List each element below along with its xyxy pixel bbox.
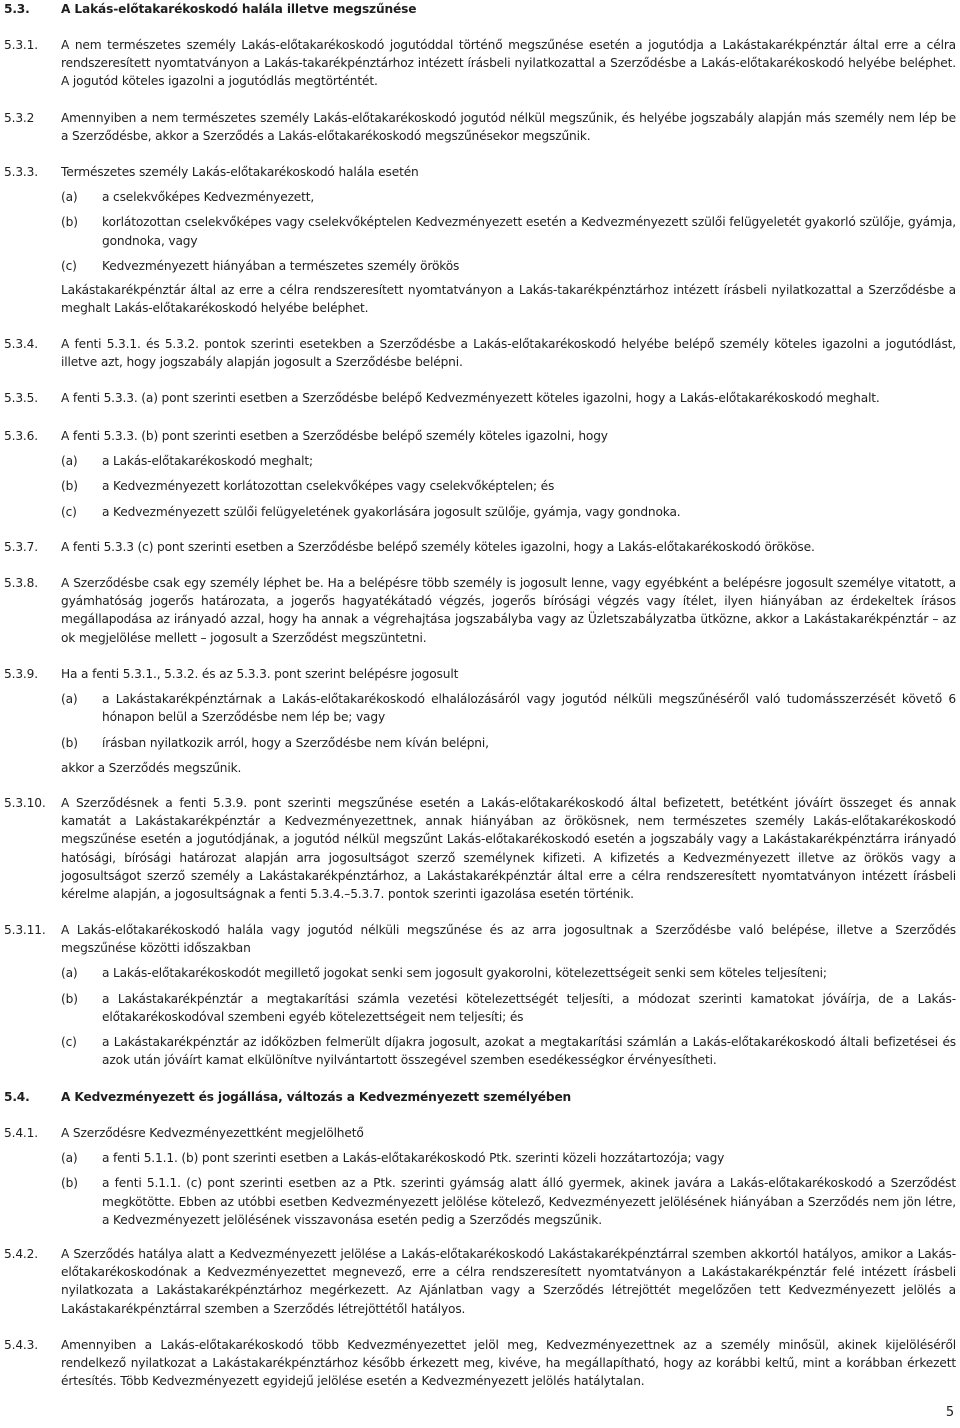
clause-5-3-3 xyxy=(4,163,956,317)
item-text: a fenti 5.1.1. (c) pont szerinti esetben az a Ptk. szerinti gyámság alatt álló gyermek, akinek javára a Lakás-előtakarékoskodó a Szerződést megkötötte. Ebben az utóbbi esetben Kedvezményezett jelölése kötelező, Kedvezményezett jelölésének hiányában a Szerződés nem jön létre, a Kedvezményezett jelölésének visszavonása esetén pedig a Szerződés megszűnik. xyxy=(102,1176,956,1227)
item-text: a Lakástakarékpénztár a megtakarítási számla vezetési kötelezettségét teljesíti, a módozat szerinti kamatokat jóváírja, de a Lakás-előtakarékoskodóval szembeni egyéb kötelezettségeit nem teljesíti; és xyxy=(102,991,956,1024)
section-title: A Lakás-előtakarékoskodó halála illetve megszűnése xyxy=(61,2,417,16)
clause-intro: A Szerződésre Kedvezményezettként megjelölhető xyxy=(61,1126,364,1140)
item-label: (b) xyxy=(61,215,78,230)
clause-number: 5.3.10. xyxy=(4,796,46,810)
clause-number: 5.4.3. xyxy=(4,1338,38,1352)
clause-number: 5.3.9. xyxy=(4,667,38,681)
clause-number: 5.3.11. xyxy=(4,923,46,937)
item-text: a Kedvezményezett szülői felügyeletének gyakorlására jogosult szülője, gyámja, vagy gondnoka. xyxy=(102,504,681,519)
item-label: (c) xyxy=(61,1035,77,1050)
clause-number: 5.3.5. xyxy=(4,391,38,405)
clause-number: 5.3.8. xyxy=(4,576,38,590)
list-item xyxy=(61,477,956,495)
item-label: (a) xyxy=(61,1151,78,1166)
clause-text: Amennyiben a Lakás-előtakarékoskodó több Kedvezményezettet jelöl meg, Kedvezményezettnek az a személy minősül, akinek kijelöléséről rendelkező nyilatkozat a Lakástakarékpénztárhoz később érkezett meg, kivéve, ha megállapítható, hogy az korábbi keltű, mint a korábban érkezett értesítés. Több Kedvezményezett egyidejű jelölése esetén a Kedvezményezett jelölés hatálytalan. xyxy=(61,1338,956,1389)
clause-5-3-5 xyxy=(4,389,956,407)
item-label: (a) xyxy=(61,190,78,205)
item-text: a cselekvőképes Kedvezményezett, xyxy=(102,190,315,205)
page-number: 5 xyxy=(945,1405,954,1420)
section-heading-5-4 xyxy=(4,1088,956,1106)
clause-text: A Szerződés hatálya alatt a Kedvezményezett jelölése a Lakás-előtakarékoskodó Lakástakarékpénztárral szemben akkortól hatályos, amikor a Lakás-előtakarékoskodónak a Kedvezményezettet megnevező, erre a célra rendszeresített nyomtatványon a Lakástakarékpénztár felé intézett írásbeli nyilatkozata a Lakástakarékpénztárhoz megérkezett. Az Ajánlatban vagy a Szerződés létrejöttét megelőzően tett Kedvezményezett jelölés a Lakástakarékpénztárral szemben a Szerződés létrejöttétől hatályos. xyxy=(61,1247,956,1316)
item-label: (a) xyxy=(61,692,78,707)
item-label: (c) xyxy=(61,504,77,519)
clause-5-3-1 xyxy=(4,36,956,91)
clause-number: 5.3.3. xyxy=(4,165,38,179)
clause-intro: A Lakás-előtakarékoskodó halála vagy jogutód nélküli megszűnése és az arra jogosultnak a Szerződésbe való belépése, illetve a Szerződés megszűnése közötti időszakban xyxy=(61,923,956,956)
list-item xyxy=(61,1033,956,1069)
clause-5-3-11 xyxy=(4,921,956,1069)
clause-text: A fenti 5.3.3 (c) pont szerinti esetben a Szerződésbe belépő személy köteles igazolni, hogy a Lakás-előtakarékoskodó örököse. xyxy=(61,540,815,554)
clause-text: A fenti 5.3.1. és 5.3.2. pontok szerinti esetekben a Szerződésbe a Lakás-előtakarékoskodó helyébe belépő személy köteles igazolni a jogutódlást, illetve azt, hogy jogszabály alapján jogosult a Szerződésbe belépni. xyxy=(61,337,956,370)
clause-5-3-10 xyxy=(4,794,956,903)
item-label: (a) xyxy=(61,966,78,981)
list-item xyxy=(61,452,956,470)
clause-number: 5.3.4. xyxy=(4,337,38,351)
item-text: a Lakás-előtakarékoskodót megillető jogokat senki sem jogosult gyakorolni, kötelezettségeit senki sem köteles teljesíteni; xyxy=(102,966,827,981)
list-item xyxy=(61,1174,956,1229)
list-item xyxy=(61,257,956,275)
section-number: 5.3. xyxy=(4,2,30,16)
list-item xyxy=(61,188,956,206)
clause-5-3-6 xyxy=(4,427,956,521)
item-text: a fenti 5.1.1. (b) pont szerinti esetben a Lakás-előtakarékoskodó Ptk. szerinti közeli hozzátartozója; vagy xyxy=(102,1151,725,1166)
item-text: írásban nyilatkozik arról, hogy a Szerződésbe nem kíván belépni, xyxy=(102,735,489,750)
item-text: a Lakástakarékpénztárnak a Lakás-előtakarékoskodó elhalálozásáról vagy jogutód nélküli megszűnéséről való tudomásszerzését követő 6 hónapon belül a Szerződésbe nem lép be; vagy xyxy=(102,692,956,725)
item-label: (b) xyxy=(61,479,78,494)
clause-5-3-7 xyxy=(4,538,956,556)
list-item xyxy=(61,503,956,521)
clause-5-4-2 xyxy=(4,1245,956,1318)
clause-5-3-9 xyxy=(4,665,956,777)
clause-number: 5.3.2 xyxy=(4,111,35,125)
item-text: korlátozottan cselekvőképes vagy cselekvőképtelen Kedvezményezett esetén a Kedvezményezett szülői felügyeletét gyakorló szülője, gyámja, gondnoka, vagy xyxy=(102,215,956,248)
clause-number: 5.3.6. xyxy=(4,429,38,443)
item-label: (a) xyxy=(61,454,78,469)
clause-5-4-3 xyxy=(4,1336,956,1391)
item-label: (c) xyxy=(61,258,77,273)
item-label: (b) xyxy=(61,735,78,750)
clause-text: Amennyiben a nem természetes személy Lakás-előtakarékoskodó jogutód nélkül megszűnik, és helyébe jogszabály alapján más személy nem lép be a Szerződésbe, akkor a Szerződés a Lakás-előtakarékoskodó megszűnésekor megszűnik. xyxy=(61,111,956,144)
list-item xyxy=(61,213,956,249)
list-item xyxy=(61,1149,956,1167)
clause-number: 5.4.2. xyxy=(4,1247,38,1261)
clause-outro: akkor a Szerződés megszűnik. xyxy=(61,760,242,775)
clause-intro: Ha a fenti 5.3.1., 5.3.2. és az 5.3.3. pont szerint belépésre jogosult xyxy=(61,667,459,681)
item-text: a Kedvezményezett korlátozottan cselekvőképes vagy cselekvőképtelen; és xyxy=(102,479,555,494)
list-item xyxy=(61,690,956,726)
item-text: a Lakástakarékpénztár az időközben felmerült díjakra jogosult, azokat a megtakarítási számlán a Lakás-előtakarékoskodó általi befizetései és azok után jóváírt kamat elkülönítve nyilvántartott összegével szemben esedékességkor érvényesítheti. xyxy=(102,1035,956,1068)
item-label: (b) xyxy=(61,991,78,1006)
clause-intro: Természetes személy Lakás-előtakarékoskodó halála esetén xyxy=(61,165,419,179)
list-item xyxy=(61,734,956,752)
clause-number: 5.3.1. xyxy=(4,38,38,52)
clause-text: A nem természetes személy Lakás-előtakarékoskodó jogutóddal történő megszűnése esetén a jogutódja a Lakástakarékpénztár által erre a célra rendszeresített nyomtatványon a Lakás-takarékpénztárhoz intézett írásbeli nyilatkozattal a Szerződésbe a Lakás-előtakarékoskodó helyébe beléphet. A jogutód köteles igazolni a jogutódlás megtörténtét. xyxy=(61,38,956,89)
clause-intro: A fenti 5.3.3. (b) pont szerinti esetben a Szerződésbe belépő személy köteles igazolni, hogy xyxy=(61,429,608,443)
section-number: 5.4. xyxy=(4,1090,30,1104)
section-heading-5-3 xyxy=(4,0,956,18)
clause-5-3-2 xyxy=(4,109,956,145)
clause-5-3-4 xyxy=(4,335,956,371)
clause-number: 5.3.7. xyxy=(4,540,38,554)
section-title: A Kedvezményezett és jogállása, változás a Kedvezményezett személyében xyxy=(61,1090,572,1104)
clause-text: A fenti 5.3.3. (a) pont szerinti esetben a Szerződésbe belépő Kedvezményezett köteles igazolni, hogy a Lakás-előtakarékoskodó meghalt. xyxy=(61,391,880,405)
list-item xyxy=(61,964,956,982)
clause-number: 5.4.1. xyxy=(4,1126,38,1140)
clause-outro: Lakástakarékpénztár által az erre a célra rendszeresített nyomtatványon a Lakás-takarékpénztárhoz intézett írásbeli nyilatkozattal a Szerződésbe a meghalt Lakás-előtakarékoskodó helyébe beléphet. xyxy=(61,283,956,316)
clause-5-3-8 xyxy=(4,574,956,647)
list-item xyxy=(61,990,956,1026)
clause-text: A Szerződésnek a fenti 5.3.9. pont szerinti megszűnése esetén a Lakás-előtakarékoskodó által befizetett, betétként jóváírt összeget és annak kamatát a Lakástakarékpénztár a Kedvezményezettnek, annak hiányában az örökösnek, nem természetes személy Lakás-előtakarékoskodó megszűnése esetén a jogutódjának, a jogutód nélkül megszűnt Lakás-előtakarékoskodó esetén a jogszabály vagy a Lakástakarékpénztárra irányadó hatósági, bírósági határozat alapján arra jogosultságot szerző személynek kifizeti. A kifizetés a Kedvezményezett illetve az örökös vagy a jogosultságot szerző személy a Lakástakarékpénztárhoz, a Lakástakarékpénztár által erre a célra rendszeresített nyomtatványon intézett írásbeli kérelme alapján, a jogosultságnak a fenti 5.3.4.–5.3.7. pontok szerinti igazolása esetén történik. xyxy=(61,796,956,902)
clause-text: A Szerződésbe csak egy személy léphet be. Ha a belépésre több személy is jogosult lenne, vagy egyébként a belépésre jogosult személye vitatott, a gyámhatóság jogerős határozata, a jogerős hagyatékátadó végzés, jogerős bírósági végzés vagy ítélet, ilyen hiányában az érdekeltek írásos megállapodása az irányadó azzal, hogy ha annak a végrehajtása jogszabályba vagy az Üzletszabályzatba ütközne, akkor a Lakástakarékpénztár – az ok megjelölése mellett – jogosult a Szerződést megszüntetni. xyxy=(61,576,956,645)
item-label: (b) xyxy=(61,1176,78,1191)
item-text: Kedvezményezett hiányában a természetes személy örökös xyxy=(102,258,460,273)
item-text: a Lakás-előtakarékoskodó meghalt; xyxy=(102,454,313,469)
clause-5-4-1 xyxy=(4,1124,956,1229)
